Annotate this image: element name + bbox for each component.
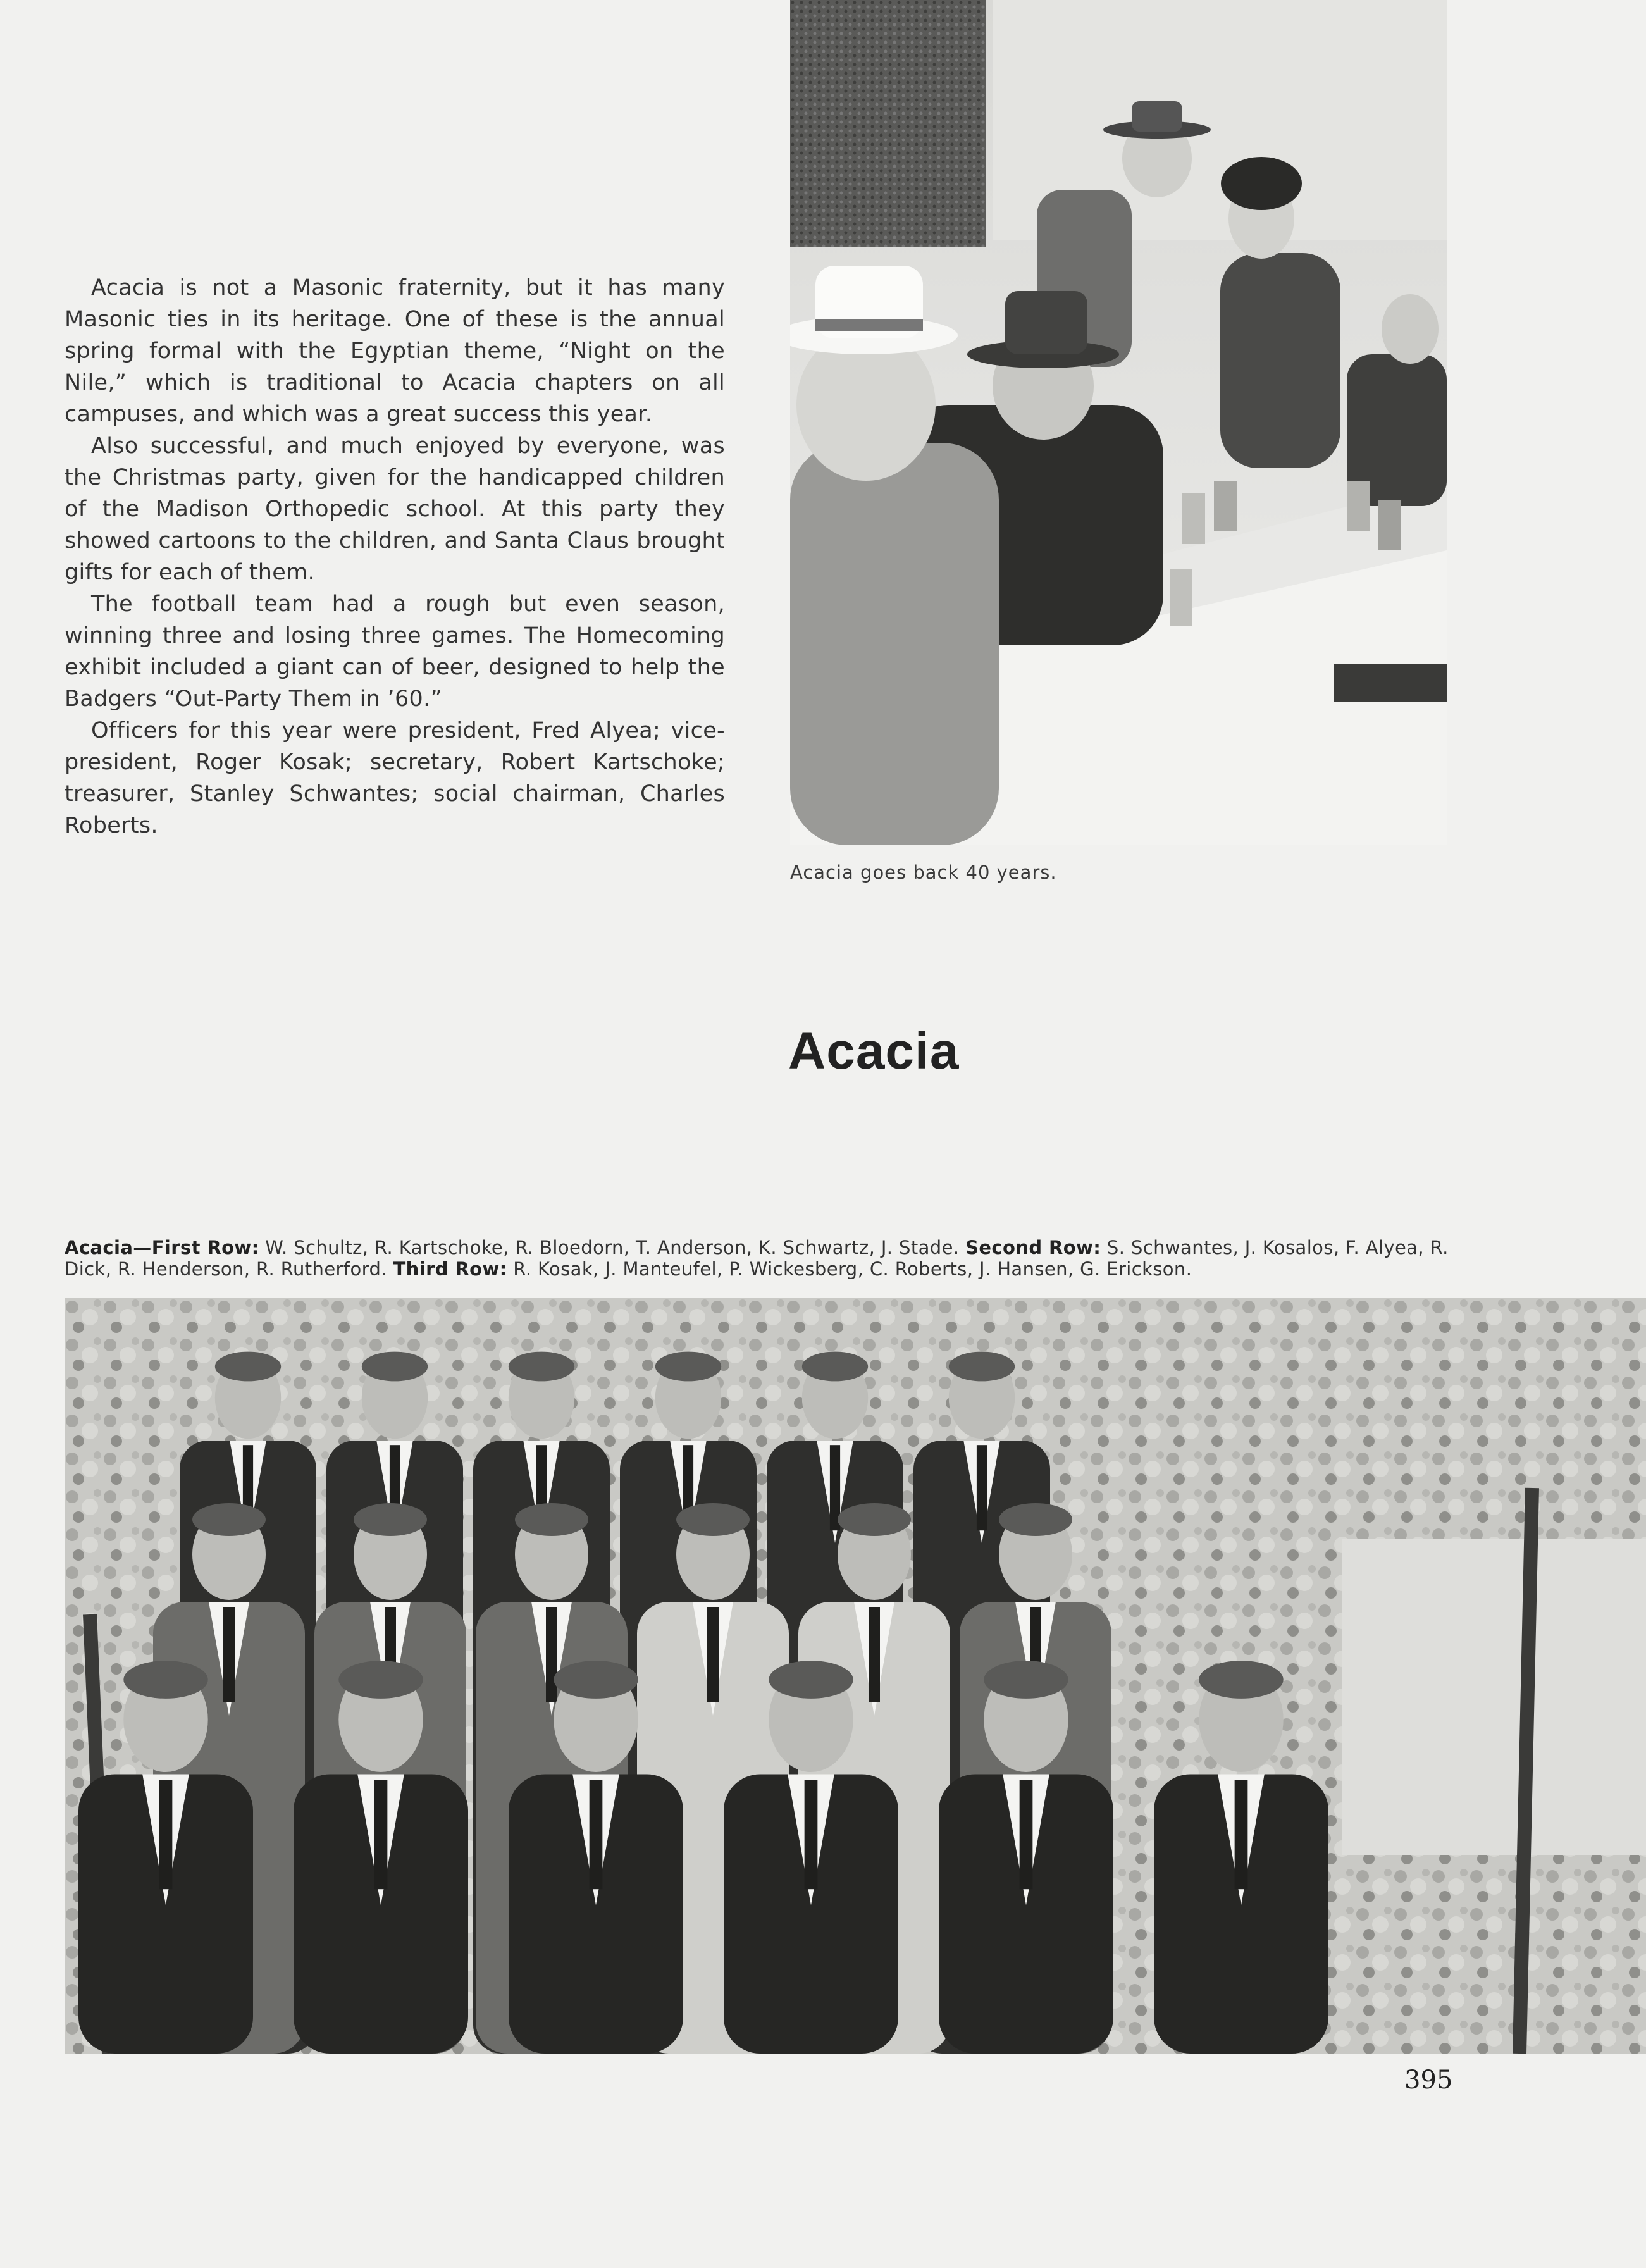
roster-first-row: W. Schultz, R. Kartschoke, R. Bloedorn, T. Anderson, K. Schwartz, J. Stade. bbox=[265, 1237, 960, 1258]
section-heading: Acacia bbox=[788, 1022, 960, 1080]
article-paragraph: The football team had a rough but even season, winning three and losing three games. The Homecoming exhibit included a giant can of beer, designed to help the Badgers “Out-Party Them in ’60.” bbox=[65, 592, 725, 712]
roster-second-row-label: Second Row: bbox=[965, 1237, 1101, 1258]
party-photo bbox=[790, 0, 1447, 845]
roster-third-row: R. Kosak, J. Manteufel, P. Wickesberg, C. Roberts, J. Hansen, G. Erickson. bbox=[513, 1258, 1192, 1280]
group-photo-image bbox=[65, 1298, 1646, 2054]
roster-second-row: S. Schwantes, J. Kosalos, F. Alyea, R. Dick, R. Henderson, R. Rutherford. bbox=[65, 1237, 1449, 1280]
page-number: 395 bbox=[1404, 2066, 1453, 2095]
group-photo bbox=[65, 1298, 1646, 2054]
article-paragraph: Acacia is not a Masonic fraternity, but it has many Masonic ties in its heritage. One of these is the annual spring formal with the Egyptian theme, “Night on the Nile,” which is traditional to Acacia chapters on all campuses, and which was a great success this year. bbox=[65, 275, 725, 427]
roster-first-row-label: Acacia—First Row: bbox=[65, 1237, 259, 1258]
article-body bbox=[65, 272, 725, 841]
group-photo-roster bbox=[65, 1237, 1456, 1280]
article-paragraph: Also successful, and much enjoyed by everyone, was the Christmas party, given for the handicapped children of the Madison Orthopedic school. At this party they showed cartoons to the children, and Santa Claus brought gifts for each of them. bbox=[65, 433, 725, 585]
party-photo-image bbox=[790, 0, 1447, 845]
roster-third-row-label: Third Row: bbox=[393, 1258, 507, 1280]
photo-caption: Acacia goes back 40 years. bbox=[790, 862, 1057, 883]
article-paragraph: Officers for this year were president, Fred Alyea; vice-president, Roger Kosak; secretary, Robert Kartschoke; treasurer, Stanley Schwantes; social chairman, Charles Roberts. bbox=[65, 718, 725, 838]
